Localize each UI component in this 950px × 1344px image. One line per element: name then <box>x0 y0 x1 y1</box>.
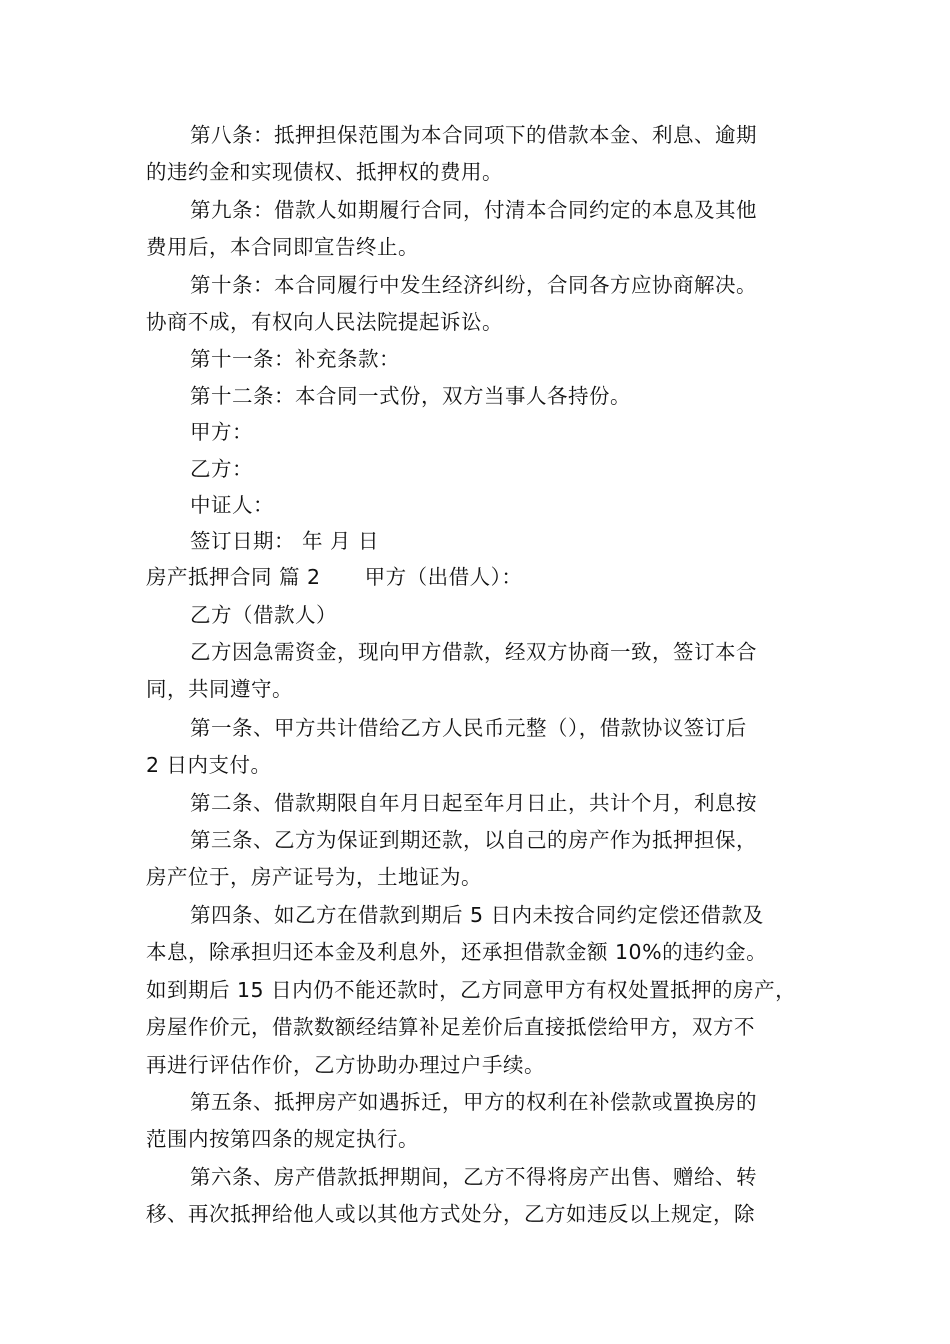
clause-2: 第二条、借款期限自年月日起至年月日止，共计个月，利息按 <box>190 791 757 815</box>
clause-5-line-1: 第五条、抵押房产如遇拆迁，甲方的权利在补偿款或置换房的 <box>190 1090 757 1114</box>
clause-4-line-4: 房屋作价元，借款数额经结算补足差价后直接抵偿给甲方，双方不 <box>146 1015 755 1039</box>
preamble-line-2: 同，共同遵守。 <box>146 677 293 701</box>
section-title: 房产抵押合同 篇 2 <box>146 565 321 589</box>
borrower-label: 乙方（借款人） <box>190 603 337 627</box>
clause-6-line-1: 第六条、房产借款抵押期间，乙方不得将房产出售、赠给、转 <box>190 1165 757 1189</box>
clause-3-line-2: 房产位于，房产证号为，土地证为。 <box>146 865 482 889</box>
lender-label: 甲方（出借人）： <box>364 565 523 589</box>
article-12: 第十二条：本合同一式份，双方当事人各持份。 <box>190 384 631 408</box>
clause-6-line-2: 移、再次抵押给他人或以其他方式处分，乙方如违反以上规定，除 <box>146 1202 755 1226</box>
clause-4-line-3: 如到期后 15 日内仍不能还款时，乙方同意甲方有权处置抵押的房产， <box>146 978 797 1002</box>
article-9-line-1: 第九条：借款人如期履行合同，付清本合同约定的本息及其他 <box>190 198 757 222</box>
article-8-line-1: 第八条：抵押担保范围为本合同项下的借款本金、利息、逾期 <box>190 123 757 147</box>
article-8-line-2: 的违约金和实现债权、抵押权的费用。 <box>146 160 503 184</box>
party-a-label: 甲方： <box>190 420 253 444</box>
article-10-line-1: 第十条：本合同履行中发生经济纠纷，合同各方应协商解决。 <box>190 273 757 297</box>
clause-4-line-2: 本息，除承担归还本金及利息外，还承担借款金额 10%的违约金。 <box>146 940 768 964</box>
section-heading-line <box>146 562 522 592</box>
signing-date: 签订日期： 年 月 日 <box>190 529 380 553</box>
clause-4-line-5: 再进行评估作价，乙方协助办理过户手续。 <box>146 1053 545 1077</box>
article-11: 第十一条：补充条款： <box>190 347 400 371</box>
clause-5-line-2: 范围内按第四条的规定执行。 <box>146 1127 419 1151</box>
preamble-line-1: 乙方因急需资金，现向甲方借款，经双方协商一致，签订本合 <box>190 640 757 664</box>
clause-4-line-1: 第四条、如乙方在借款到期后 5 日内未按合同约定偿还借款及 <box>190 903 764 927</box>
article-10-line-2: 协商不成，有权向人民法院提起诉讼。 <box>146 310 503 334</box>
party-b-label: 乙方： <box>190 457 253 481</box>
clause-3-line-1: 第三条、乙方为保证到期还款，以自己的房产作为抵押担保， <box>190 828 757 852</box>
clause-1-line-1: 第一条、甲方共计借给乙方人民币元整（），借款协议签订后 <box>190 716 747 740</box>
clause-1-line-2: 2 日内支付。 <box>146 753 272 777</box>
witness-label: 中证人： <box>190 493 274 517</box>
article-9-line-2: 费用后，本合同即宣告终止。 <box>146 235 419 259</box>
